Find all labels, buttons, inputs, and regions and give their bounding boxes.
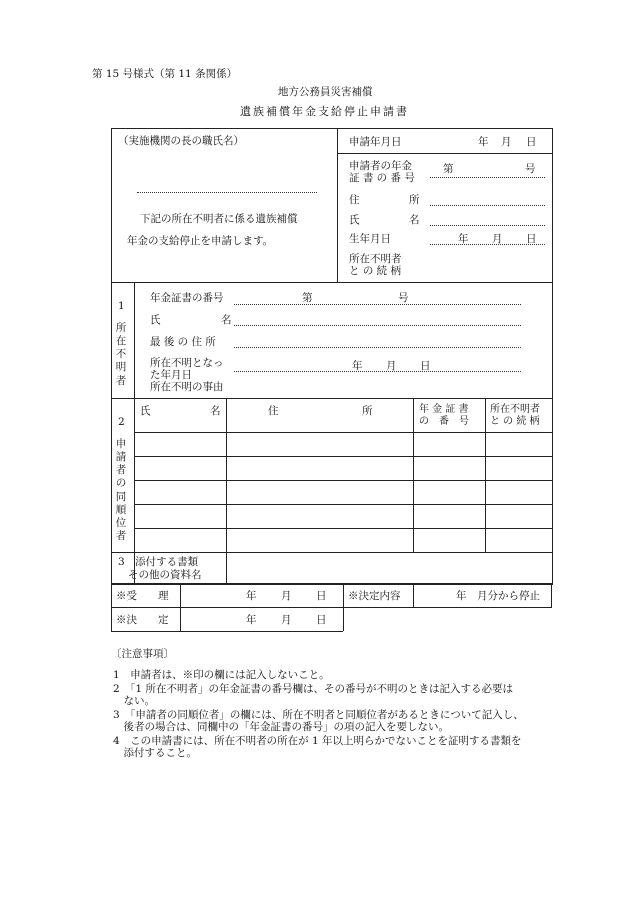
notes-heading: 〔注意事項〕 [111, 648, 174, 660]
missing-date-label-2: た年月日 [150, 369, 192, 381]
received-day: 日 [316, 590, 327, 602]
applicant-cert-label-1: 申請者の年金 [349, 160, 412, 172]
birth-date-year: 年 [458, 233, 469, 245]
col-address-b: 所 [362, 405, 373, 417]
missing-cert-prefix: 第 [302, 292, 313, 304]
missing-date-year: 年 [352, 360, 363, 372]
application-date-day: 日 [526, 136, 537, 148]
section3-label-1: 3 添付する書類 [118, 556, 199, 568]
section3-label-2: その他の資料名 [128, 569, 202, 581]
section2-number: 2 [118, 416, 125, 428]
missing-address-field[interactable] [234, 347, 521, 348]
missing-reason-label: 所在不明の事由 [150, 381, 224, 393]
decided-year: 年 [246, 614, 257, 626]
note-line-3: ない。 [113, 695, 155, 707]
applicant-address-label-a: 住 [349, 194, 360, 206]
missing-name-field[interactable] [234, 325, 521, 326]
note-line-1: 1 申請者は、※印の欄には記入しないこと。 [113, 669, 330, 681]
applicant-relation-label-1: 所在不明者 [349, 253, 402, 265]
applicant-name-label-a: 氏 [349, 214, 360, 226]
missing-cert-field[interactable] [234, 304, 521, 305]
missing-date-month: 月 [386, 360, 397, 372]
recipient-label: （実施機関の長の職氏名） [118, 135, 244, 147]
birth-date-day: 日 [526, 233, 537, 245]
col-name-a: 氏 [140, 405, 151, 417]
applicant-cert-prefix: 第 [443, 163, 454, 175]
application-date-month: 月 [501, 136, 512, 148]
missing-cert-label: 年金証書の番号 [150, 292, 224, 304]
col-cert-1: 年 金 証 書 [419, 404, 469, 415]
note-line-4: 3 「申請者の同順位者」の欄には、所在不明者と同順位者があるときについて記入し、 [113, 709, 524, 721]
request-text-1: 下記の所在不明者に係る遺族補償 [140, 213, 298, 225]
stop-year: 年 [456, 590, 467, 602]
section2-side-label: 申 請 者 の 同 順 位 者 [115, 438, 127, 542]
request-text-2: 年金の支給停止を申請します。 [127, 235, 274, 247]
decided-month: 月 [281, 614, 292, 626]
missing-address-label: 最 後 の 住 所 [150, 336, 216, 348]
section1-side-label: 所 在 不 明 者 [115, 322, 127, 387]
received-month: 月 [281, 590, 292, 602]
birth-date-field[interactable] [430, 244, 545, 245]
missing-name-label-b: 名 [221, 314, 232, 326]
col-relation-1: 所在不明者 [490, 404, 540, 415]
applicant-relation-label-2: と の 続 柄 [349, 265, 402, 277]
note-line-2: 2 「1 所在不明者」の年金証書の番号欄は、その番号が不明のときは記入する必要は [113, 683, 513, 695]
note-line-7: 添付すること。 [113, 747, 197, 759]
col-cert-2: の 番 号 [419, 416, 469, 427]
applicant-cert-label-2: 証 書 の 番 号 [349, 172, 415, 184]
note-line-6: 4 この申請書には、所在不明者の所在が 1 年以上明らかでないことを証明する書類を [113, 735, 522, 747]
decision-content-label: ※決定内容 [348, 590, 401, 602]
decided-label: ※決 定 [116, 614, 169, 626]
note-line-5: 後者の場合は、同欄中の「年金証書の番号」の項の記入を要しない。 [113, 721, 449, 733]
applicant-address-label-b: 所 [409, 194, 420, 206]
applicant-name-label-b: 名 [409, 214, 420, 226]
applicant-name-field[interactable] [430, 225, 545, 226]
missing-cert-suffix: 号 [398, 292, 409, 304]
section1-number: 1 [118, 300, 125, 312]
applicant-cert-field[interactable] [430, 177, 545, 178]
form-number: 第 15 号様式（第 11 条関係） [92, 68, 238, 80]
decided-day: 日 [316, 614, 327, 626]
missing-date-field[interactable] [234, 371, 521, 372]
recipient-field[interactable] [137, 192, 317, 193]
received-label: ※受 理 [116, 590, 169, 602]
birth-date-month: 月 [492, 233, 503, 245]
missing-name-label-a: 氏 [150, 314, 161, 326]
org-title: 地方公務員災害補償 [278, 86, 373, 98]
col-address-a: 住 [268, 405, 279, 417]
application-date-year: 年 [478, 136, 489, 148]
stop-suffix: 月分から停止 [477, 590, 540, 602]
document-title: 遺族補償年金支給停止申請書 [240, 105, 409, 118]
application-date-label: 申請年月日 [349, 136, 402, 148]
applicant-address-field[interactable] [430, 205, 545, 206]
applicant-cert-suffix: 号 [525, 163, 536, 175]
col-relation-2: と の 続 柄 [490, 416, 540, 427]
missing-date-label-1: 所在不明となっ [150, 357, 224, 369]
col-name-b: 名 [210, 405, 221, 417]
birth-date-label: 生年月日 [349, 233, 391, 245]
received-year: 年 [246, 590, 257, 602]
missing-date-day: 日 [420, 360, 431, 372]
